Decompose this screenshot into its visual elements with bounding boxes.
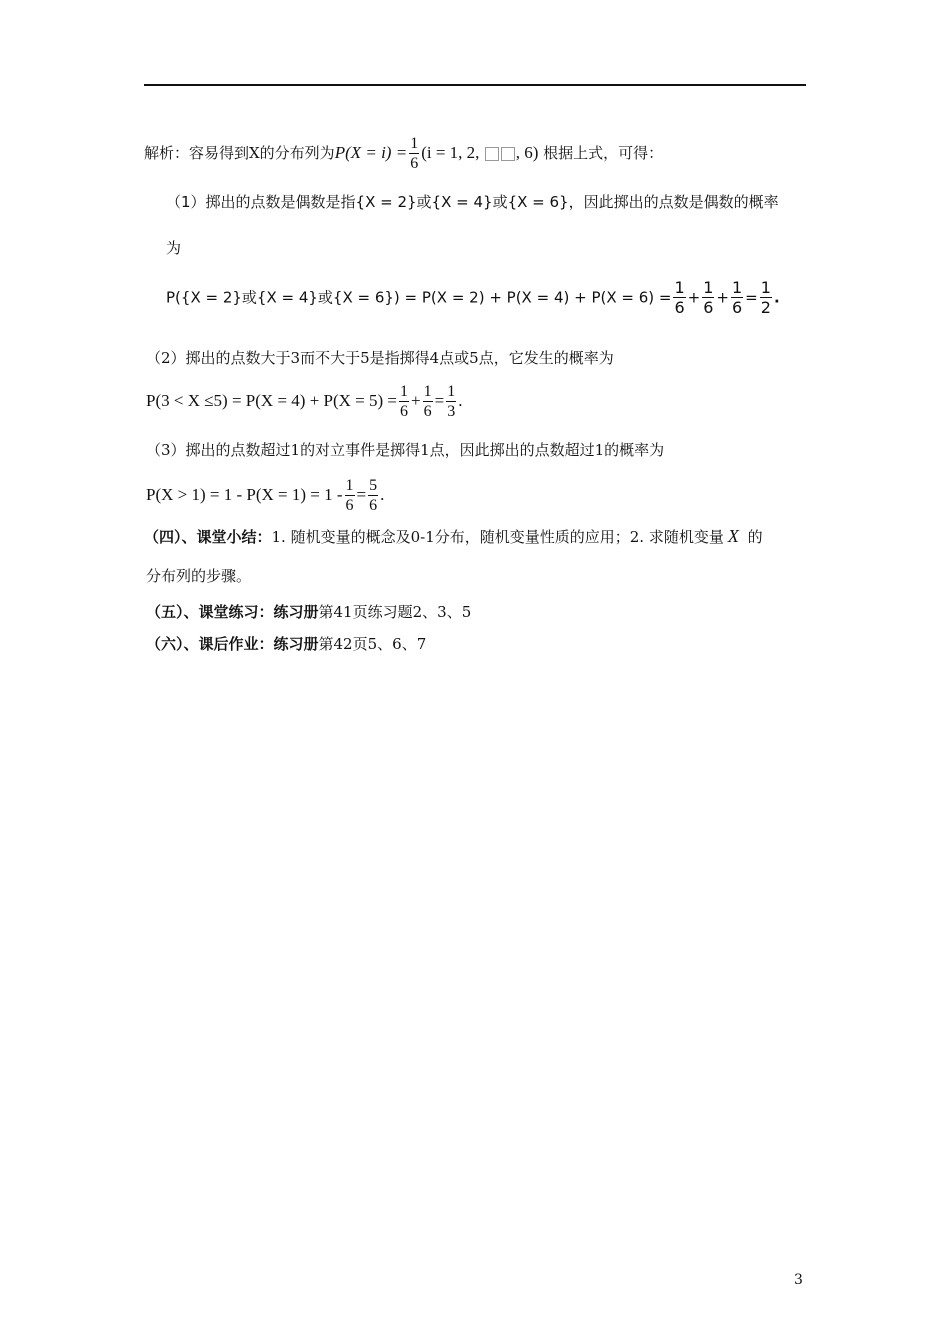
fraction-denominator: 3 <box>447 403 456 420</box>
period: . <box>773 288 780 307</box>
fraction-denominator: 6 <box>703 298 714 317</box>
practice-line <box>146 602 471 622</box>
part1-fraction-3 <box>731 280 743 316</box>
part1-intro: （1）掷出的点数是偶数是指{X = 2}或{X = 4}或{X = 6}，因此掷出的点数是偶数的概率 <box>166 193 779 211</box>
practice-heading: （五）、课堂练习：练习册 <box>146 603 319 621</box>
part3-lhs: P(X > 1) = 1 - P(X = 1) = 1 - <box>146 484 343 504</box>
plus-sign: + <box>716 288 729 307</box>
analysis-suffix: 根据上式，可得： <box>538 144 664 162</box>
summary-text: 1. 随机变量的概念及0-1分布，随机变量性质的应用；2. 求随机变量 <box>271 528 724 546</box>
fraction-numerator: 1 <box>345 477 354 494</box>
part2-text: （2）掷出的点数大于3而不大于5是指掷得4点或5点，它发生的概率为 <box>146 349 614 367</box>
fraction-denominator: 6 <box>423 403 432 420</box>
practice-text: 第41页练习题2、3、5 <box>318 603 472 621</box>
analysis-line <box>144 136 663 172</box>
fraction-denominator: 6 <box>674 298 685 317</box>
part1-fraction-4 <box>760 280 772 316</box>
part1-fraction-2 <box>702 280 714 316</box>
part3-fraction-1 <box>345 478 355 514</box>
plus-sign: + <box>411 390 421 410</box>
period: . <box>458 390 463 410</box>
equals-sign: = <box>434 390 445 410</box>
summary-var: X <box>727 526 739 546</box>
part1-formula <box>166 280 780 316</box>
placeholder-box-icon <box>485 147 499 161</box>
fraction-denominator: 6 <box>345 497 354 514</box>
fraction-numerator: 1 <box>674 278 685 297</box>
summary-line <box>144 526 763 547</box>
fraction-denominator: 6 <box>369 497 378 514</box>
fraction-numerator: 1 <box>410 135 419 152</box>
summary-tail: 的 <box>742 528 763 546</box>
fraction-denominator: 6 <box>731 298 743 317</box>
equals-sign: = <box>356 484 367 504</box>
analysis-formula-end: , 6) <box>515 143 539 162</box>
part1-fraction-1 <box>673 280 685 316</box>
part3-fraction-2 <box>368 478 378 514</box>
fraction-numerator: 1 <box>760 278 771 297</box>
placeholder-box-icon <box>501 147 515 161</box>
summary-heading: （四）、课堂小结： <box>144 528 272 546</box>
part2-formula <box>146 384 462 420</box>
fraction-numerator: 1 <box>447 383 456 400</box>
fraction-numerator: 1 <box>423 383 432 400</box>
analysis-formula-range: (i = 1, 2, <box>421 143 484 162</box>
fraction-denominator: 6 <box>410 155 419 172</box>
part1-lhs: P({X = 2}或{X = 4}或{X = 6}) = P(X = 2) + P(X = 4) + P(X = 6) = <box>166 288 672 307</box>
plus-sign: + <box>687 288 701 307</box>
fraction-numerator: 1 <box>703 278 714 297</box>
analysis-prefix: 解析：容易得到X的分布列为 <box>144 144 335 162</box>
part2-lhs: P(3 < X ≤5) = P(X = 4) + P(X = 5) = <box>146 390 398 410</box>
fraction-numerator: 5 <box>369 477 378 494</box>
header-rule <box>144 84 806 86</box>
part3-formula <box>146 478 384 514</box>
analysis-fraction <box>409 136 419 172</box>
part3-text: （3）掷出的点数超过1的对立事件是掷得1点，因此掷出的点数超过1的概率为 <box>146 441 665 459</box>
part2-fraction-3 <box>446 384 456 420</box>
page-number: 3 <box>794 1272 803 1288</box>
part2-fraction-2 <box>423 384 433 420</box>
fraction-numerator: 1 <box>731 278 743 297</box>
equals-sign: = <box>745 288 758 307</box>
summary-line2: 分布列的步骤。 <box>146 567 252 585</box>
analysis-formula-p: P(X = i) = <box>334 143 408 162</box>
homework-text: 第42页5、6、7 <box>318 635 427 653</box>
fraction-denominator: 2 <box>760 298 771 317</box>
fraction-numerator: 1 <box>400 383 409 400</box>
part2-fraction-1 <box>399 384 409 420</box>
part1-wei: 为 <box>166 239 182 257</box>
period: . <box>380 484 385 504</box>
homework-heading: （六）、课后作业：练习册 <box>146 635 319 653</box>
fraction-denominator: 6 <box>400 403 409 420</box>
homework-line <box>146 634 426 654</box>
